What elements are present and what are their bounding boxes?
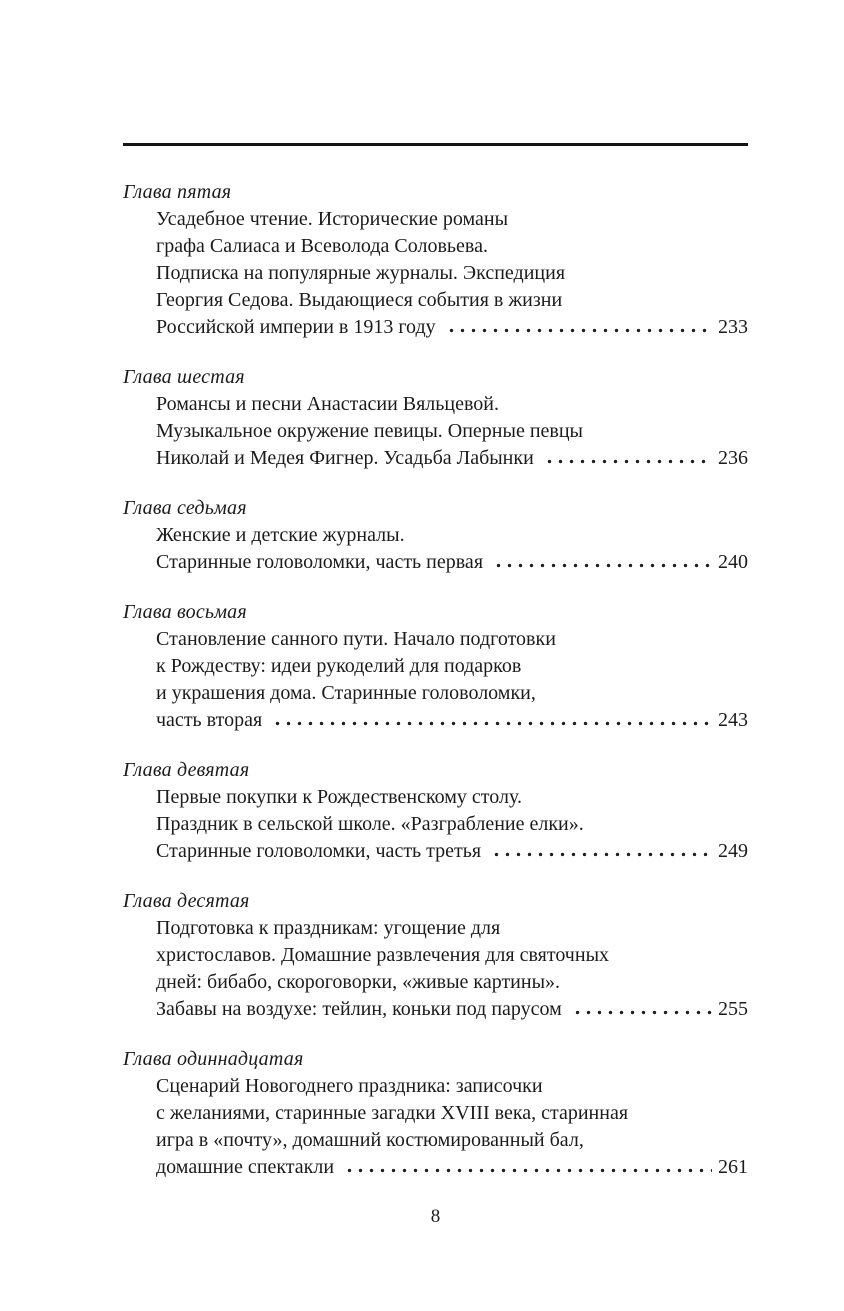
- toc-last-line: [156, 445, 748, 472]
- toc-last-line: [156, 996, 748, 1023]
- toc-line-text: домашние спектакли: [156, 1156, 335, 1178]
- toc-page-number: 249: [718, 840, 748, 862]
- toc-page-number: 233: [718, 316, 748, 338]
- toc-line-text: Старинные головоломки, часть первая: [156, 551, 484, 573]
- toc-page-number: 240: [718, 551, 748, 573]
- toc-line: Подписка на популярные журналы. Экспедиция: [156, 262, 566, 284]
- toc-line: Первые покупки к Рождественскому столу.: [156, 786, 522, 808]
- toc-line: и украшения дома. Старинные головоломки,: [156, 682, 536, 704]
- toc-line: Музыкальное окружение певицы. Оперные певцы: [156, 420, 583, 442]
- toc-line: Усадебное чтение. Исторические романы: [156, 208, 509, 230]
- chapter-lines: [156, 1073, 748, 1181]
- toc-last-line: [156, 549, 748, 576]
- toc-chapter: [123, 364, 748, 472]
- toc-last-line: [156, 707, 748, 734]
- chapter-lines: [156, 784, 748, 865]
- toc-line-text: часть вторая: [156, 709, 263, 731]
- chapter-title: Глава седьмая: [123, 497, 247, 519]
- chapter-title: Глава восьмая: [123, 601, 247, 623]
- toc-page-number: 243: [718, 709, 748, 731]
- toc-chapter: [123, 495, 748, 576]
- dot-leader: [446, 328, 712, 333]
- toc-line-text: Николай и Медея Фигнер. Усадьба Лабынки: [156, 447, 534, 469]
- toc-line-text: Российской империи в 1913 году: [156, 316, 436, 338]
- toc-last-line: [156, 1154, 748, 1181]
- toc-line: Женские и детские журналы.: [156, 524, 405, 546]
- toc-page-number: 236: [718, 447, 748, 469]
- toc-line: к Рождеству: идеи рукоделий для подарков: [156, 655, 522, 677]
- toc-line: христославов. Домашние развлечения для святочных: [156, 944, 610, 966]
- toc-line: Подготовка к праздникам: угощение для: [156, 917, 501, 939]
- toc-chapter: [123, 888, 748, 1023]
- dot-leader: [491, 852, 712, 857]
- toc-line: Сценарий Новогоднего праздника: записочки: [156, 1075, 543, 1097]
- toc-chapter: [123, 757, 748, 865]
- top-rule: [123, 143, 748, 146]
- toc-line-text: Забавы на воздухе: тейлин, коньки под парусом: [156, 998, 562, 1020]
- chapter-title: Глава девятая: [123, 759, 250, 781]
- chapter-lines: [156, 915, 748, 1023]
- toc-line: игра в «почту», домашний костюмированный бал,: [156, 1129, 584, 1151]
- dot-leader: [572, 1010, 712, 1015]
- toc-line: графа Салиаса и Всеволода Соловьева.: [156, 235, 488, 257]
- dot-leader: [493, 563, 712, 568]
- toc-line: дней: бибабо, скороговорки, «живые картины».: [156, 971, 561, 993]
- chapter-lines: [156, 626, 748, 734]
- dot-leader: [544, 459, 712, 464]
- toc-page-number: 255: [718, 998, 748, 1020]
- toc-chapter: [123, 1046, 748, 1181]
- chapter-lines: [156, 391, 748, 472]
- chapter-lines: [156, 522, 748, 576]
- chapter-title: Глава пятая: [123, 181, 232, 203]
- chapter-title: Глава одиннадцатая: [123, 1048, 304, 1070]
- toc-chapter: [123, 599, 748, 734]
- chapter-lines: [156, 206, 748, 341]
- toc-line: Георгия Седова. Выдающиеся события в жизни: [156, 289, 563, 311]
- toc-line: с желаниями, старинные загадки XVIII века, старинная: [156, 1102, 629, 1124]
- page-content: [123, 143, 748, 1229]
- toc-chapter: [123, 179, 748, 341]
- chapter-title: Глава шестая: [123, 366, 245, 388]
- toc-last-line: [156, 314, 748, 341]
- dot-leader: [272, 721, 712, 726]
- toc-page-number: 261: [718, 1156, 748, 1178]
- toc-line: Становление санного пути. Начало подготовки: [156, 628, 556, 650]
- toc-last-line: [156, 838, 748, 865]
- table-of-contents: [123, 179, 748, 1181]
- chapter-title: Глава десятая: [123, 890, 250, 912]
- footer-page-number: 8: [430, 1206, 441, 1227]
- dot-leader: [344, 1168, 712, 1173]
- toc-line: Праздник в сельской школе. «Разграбление елки».: [156, 813, 584, 835]
- toc-line: Романсы и песни Анастасии Вяльцевой.: [156, 393, 499, 415]
- toc-line-text: Старинные головоломки, часть третья: [156, 840, 482, 862]
